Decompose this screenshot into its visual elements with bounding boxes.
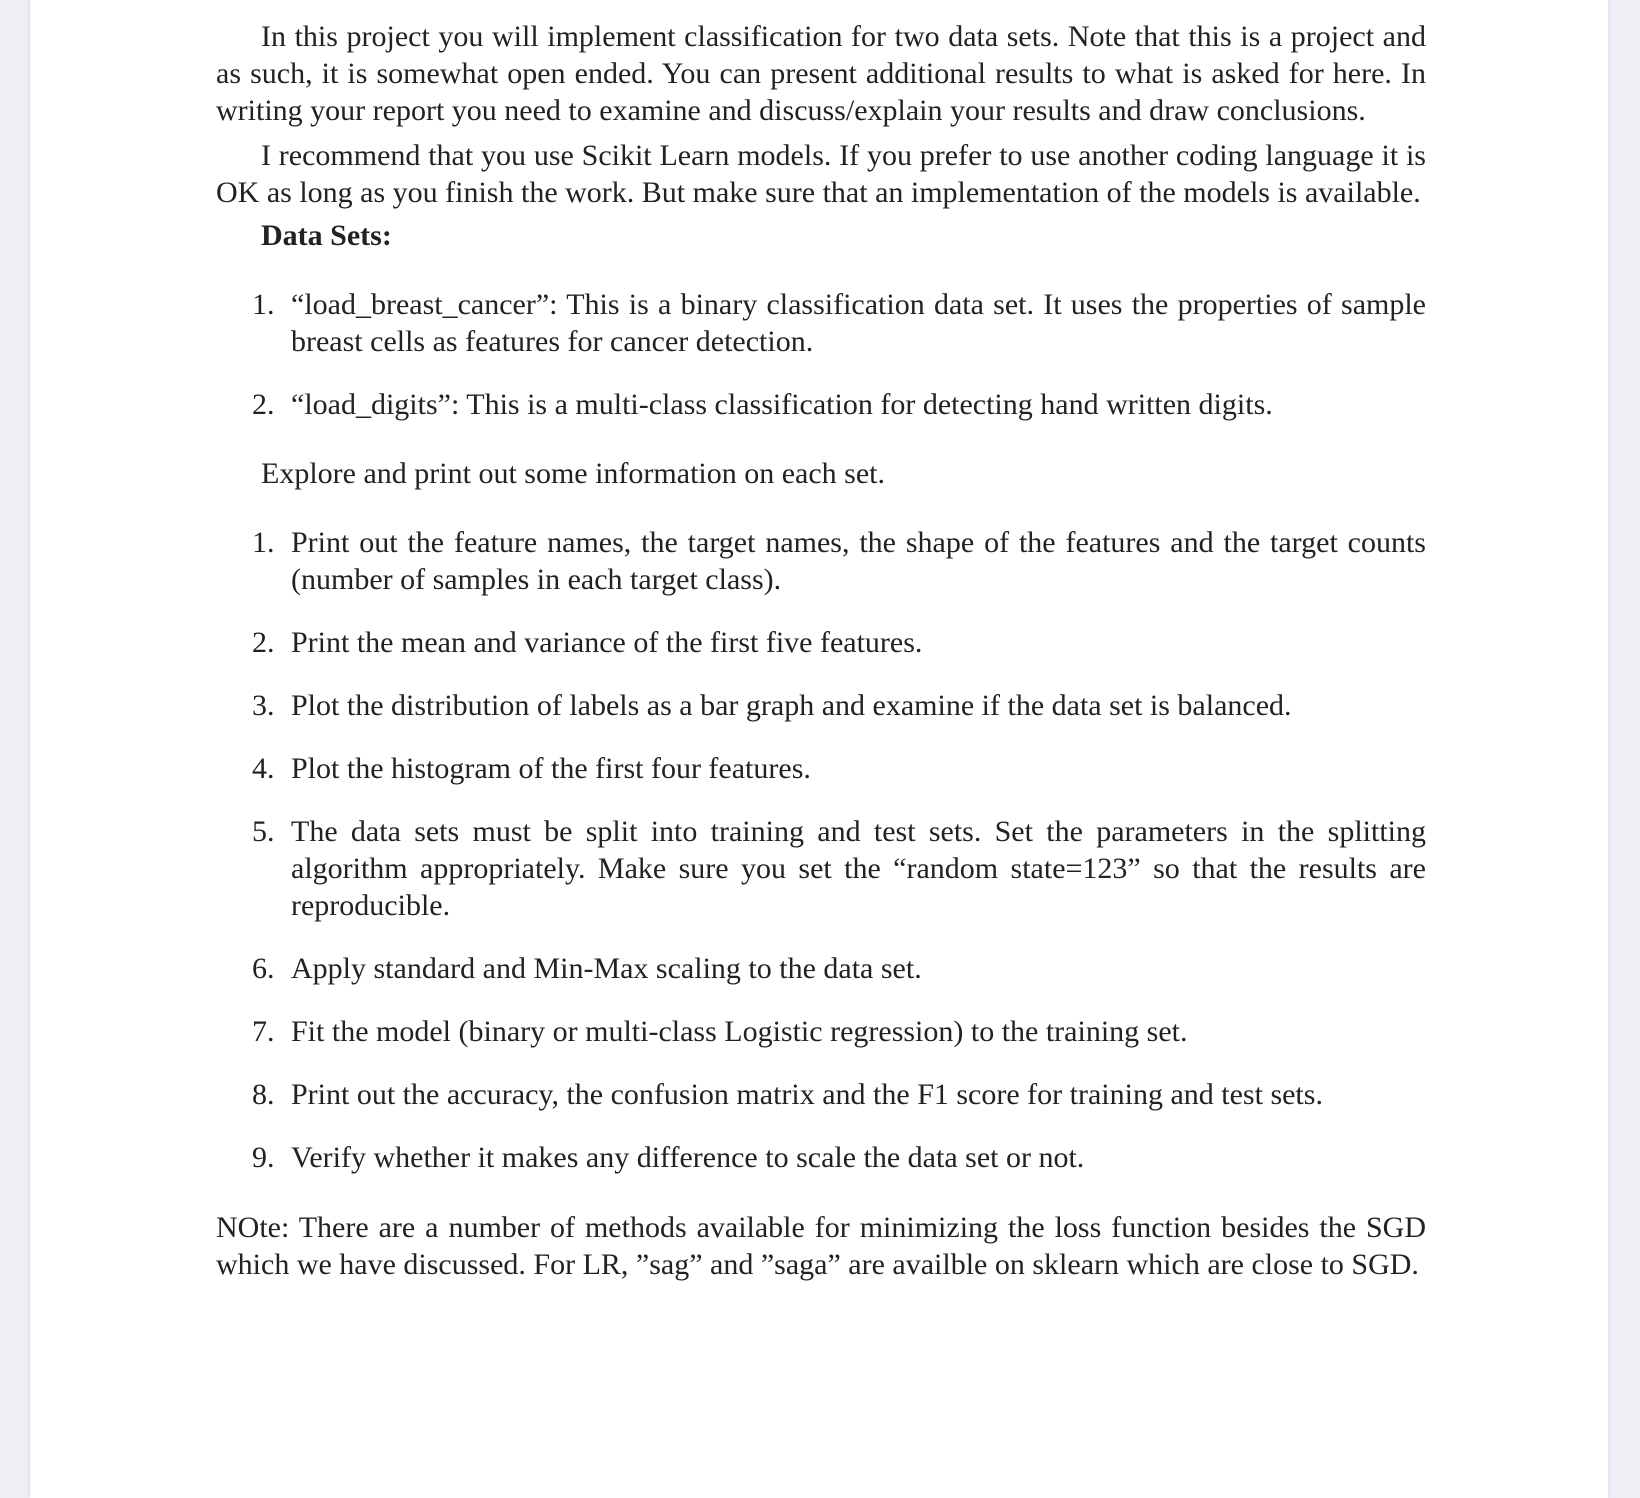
list-item-number: 9.: [252, 1141, 275, 1174]
list-item-text: Print out the accuracy, the confusion matrix and the F1 score for training and test sets.: [291, 1078, 1323, 1111]
tasks-list: [216, 524, 1426, 1176]
list-item-text: Apply standard and Min-Max scaling to the data set.: [291, 952, 922, 985]
data-sets-heading: Data Sets:: [261, 219, 392, 252]
list-item: [216, 1139, 1426, 1176]
list-item-text: Plot the distribution of labels as a bar graph and examine if the data set is balanced.: [291, 689, 1292, 722]
data-sets-list: [216, 286, 1426, 423]
list-item: [216, 524, 1426, 598]
explore-paragraph: Explore and print out some information on each set.: [261, 457, 886, 490]
list-item-number: 3.: [252, 689, 275, 722]
list-item: [216, 1013, 1426, 1050]
list-item: [216, 687, 1426, 724]
list-item-number: 2.: [252, 626, 275, 659]
list-item-text: The data sets must be split into training and test sets. Set the parameters in the splitting algorithm appropriately. Make sure you set the “random state=123” so that the results are reproducible.: [291, 815, 1426, 922]
list-item-text: Print out the feature names, the target names, the shape of the features and the target counts (number of samples in each target class).: [291, 526, 1426, 596]
list-item: [216, 386, 1426, 423]
list-item: [216, 1076, 1426, 1113]
list-item-number: 1.: [252, 526, 275, 559]
list-item-text: Verify whether it makes any difference to scale the data set or not.: [291, 1141, 1085, 1174]
list-item-number: 6.: [252, 952, 275, 985]
list-item: [216, 624, 1426, 661]
list-item-number: 1.: [252, 288, 275, 321]
list-item-text: Print the mean and variance of the first five features.: [291, 626, 923, 659]
list-item: [216, 813, 1426, 924]
list-item: [216, 750, 1426, 787]
intro-paragraph-2: I recommend that you use Scikit Learn models. If you prefer to use another coding language it is OK as long as you finish the work. But make sure that an implementation of the models is available.: [216, 139, 1426, 209]
list-item-number: 4.: [252, 752, 275, 785]
list-item: [216, 950, 1426, 987]
list-item-text: “load_digits”: This is a multi-class classification for detecting hand written digits.: [291, 388, 1273, 421]
list-item-number: 7.: [252, 1015, 275, 1048]
document-content: [216, 18, 1426, 1283]
note-paragraph: NOte: There are a number of methods available for minimizing the loss function besides the SGD which we have discussed. For LR, ”sag” and ”saga” are availble on sklearn which are close to SGD.: [216, 1211, 1426, 1281]
list-item-number: 5.: [252, 815, 275, 848]
list-item-number: 2.: [252, 388, 275, 421]
list-item-text: Plot the histogram of the first four features.: [291, 752, 811, 785]
list-item-text: Fit the model (binary or multi-class Logistic regression) to the training set.: [291, 1015, 1188, 1048]
list-item: [216, 286, 1426, 360]
list-item-text: “load_breast_cancer”: This is a binary classification data set. It uses the properties of sample breast cells as features for cancer detection.: [291, 288, 1426, 358]
intro-paragraph-1: In this project you will implement classification for two data sets. Note that this is a project and as such, it is somewhat open ended. You can present additional results to what is asked for here. In writing your report you need to examine and discuss/explain your results and draw conclusions.: [216, 20, 1426, 127]
list-item-number: 8.: [252, 1078, 275, 1111]
document-page: [30, 0, 1608, 1498]
